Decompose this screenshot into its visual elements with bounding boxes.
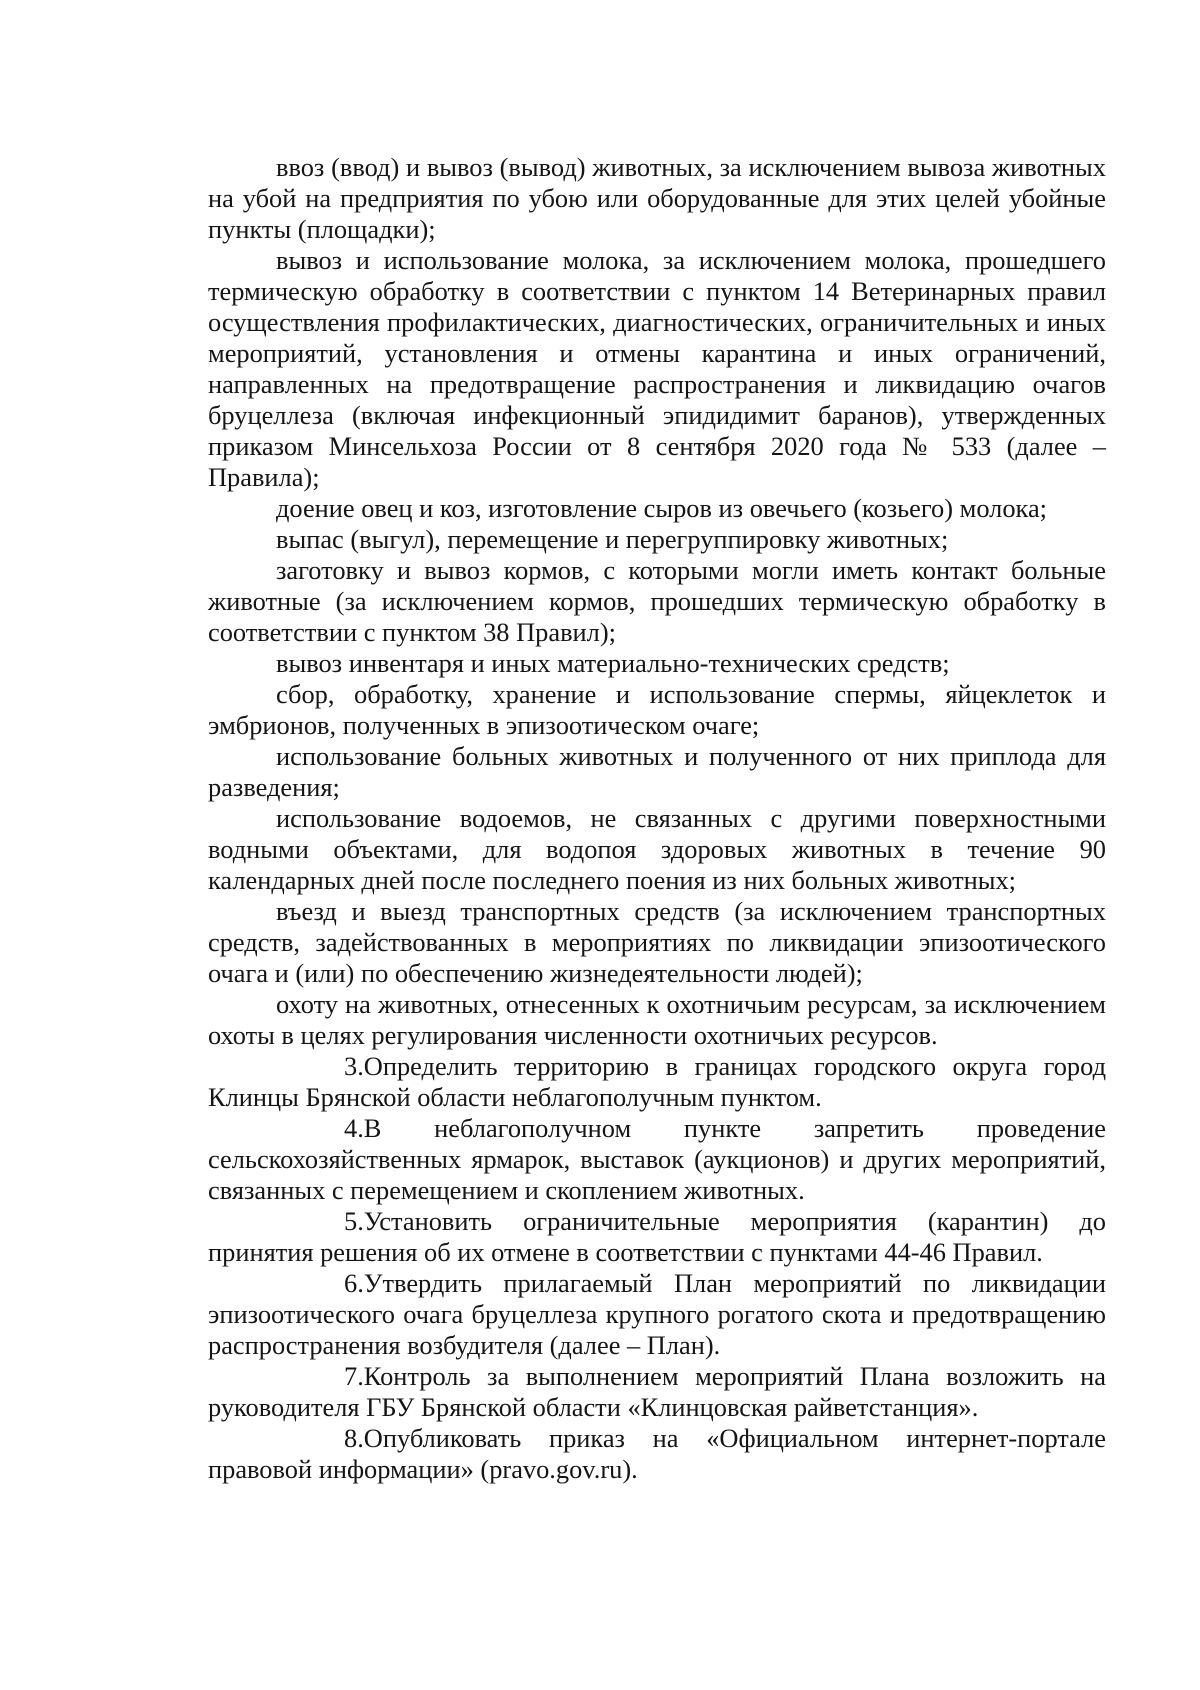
clause-number: 3.	[344, 1051, 364, 1081]
numbered-clause-5	[208, 1206, 1106, 1268]
paragraph-text: въезд и выезд транспортных средств (за исключением транспортных средств, задействованных в мероприятиях по ликвидации эпизоотического очага и (или) по обеспечению жизнедеятельности людей);	[208, 896, 1106, 988]
paragraph-text: Утвердить прилагаемый План мероприятий по ликвидации эпизоотического очага бруцеллеза крупного рогатого скота и предотвращению распространения возбудителя (далее – План).	[208, 1268, 1106, 1360]
paragraph-text: Опубликовать приказ на «Официальном интернет-портале правовой информации» (pravo.gov.ru).	[208, 1423, 1106, 1484]
restriction-item	[208, 245, 1106, 493]
restriction-item	[208, 648, 1106, 679]
document-body	[208, 152, 1106, 1485]
paragraph-text: ввоз (ввод) и вывоз (вывод) животных, за исключением вывоза животных на убой на предприятия по убою или оборудованные для этих целей убойные пункты (площадки);	[208, 152, 1106, 244]
paragraph-text: заготовку и вывоз кормов, с которыми могли иметь контакт больные животные (за исключением кормов, прошедших термическую обработку в соответствии с пунктом 38 Правил);	[208, 555, 1106, 647]
paragraph-text: сбор, обработку, хранение и использование спермы, яйцеклеток и эмбрионов, полученных в эпизоотическом очаге;	[208, 679, 1106, 740]
numbered-clause-6	[208, 1268, 1106, 1361]
paragraph-text: вывоз и использование молока, за исключением молока, прошедшего термическую обработку в соответствии с пунктом 14 Ветеринарных правил осуществления профилактических, диагностических, ограничительных и иных мероприятий, установления и отмены карантина и иных ограничений, направленных на предотвращение распространения и ликвидацию очагов бруцеллеза (включая инфекционный эпидидимит баранов), утвержденных приказом Минсельхоза России от 8 сентября 2020 года № 533 (далее – Правила);	[208, 245, 1106, 492]
numbered-clause-7	[208, 1361, 1106, 1423]
restriction-item	[208, 679, 1106, 741]
paragraph-text: Определить территорию в границах городского округа город Клинцы Брянской области неблагополучным пунктом.	[208, 1051, 1106, 1112]
paragraph-text: Установить ограничительные мероприятия (карантин) до принятия решения об их отмене в соответствии с пунктами 44-46 Правил.	[208, 1206, 1106, 1267]
clause-number: 7.	[344, 1361, 364, 1391]
restriction-item	[208, 803, 1106, 896]
paragraph-text: использование больных животных и полученного от них приплода для разведения;	[208, 741, 1106, 802]
clause-number: 4.	[344, 1113, 364, 1143]
paragraph-text: Контроль за выполнением мероприятий Плана возложить на руководителя ГБУ Брянской области «Клинцовская райветстанция».	[208, 1361, 1106, 1422]
paragraph-text: В неблагополучном пункте запретить проведение сельскохозяйственных ярмарок, выставок (аукционов) и других мероприятий, связанных с перемещением и скоплением животных.	[208, 1113, 1106, 1205]
paragraph-text: использование водоемов, не связанных с другими поверхностными водными объектами, для водопоя здоровых животных в течение 90 календарных дней после последнего поения из них больных животных;	[208, 803, 1106, 895]
restriction-item	[208, 152, 1106, 245]
paragraph-text: доение овец и коз, изготовление сыров из овечьего (козьего) молока;	[276, 493, 1048, 523]
restriction-item	[208, 741, 1106, 803]
restriction-item	[208, 989, 1106, 1051]
restriction-item	[208, 896, 1106, 989]
clause-number: 5.	[344, 1206, 364, 1236]
paragraph-text: охоту на животных, отнесенных к охотничьим ресурсам, за исключением охоты в целях регулирования численности охотничьих ресурсов.	[208, 989, 1106, 1050]
numbered-clause-8	[208, 1423, 1106, 1485]
clause-number: 8.	[344, 1423, 364, 1453]
paragraph-text: выпас (выгул), перемещение и перегруппировку животных;	[276, 524, 949, 554]
paragraph-text: вывоз инвентаря и иных материально-технических средств;	[276, 648, 950, 678]
numbered-clause-4	[208, 1113, 1106, 1206]
restriction-item	[208, 493, 1106, 524]
numbered-clause-3	[208, 1051, 1106, 1113]
restriction-item	[208, 555, 1106, 648]
clause-number: 6.	[344, 1268, 364, 1298]
restriction-item	[208, 524, 1106, 555]
